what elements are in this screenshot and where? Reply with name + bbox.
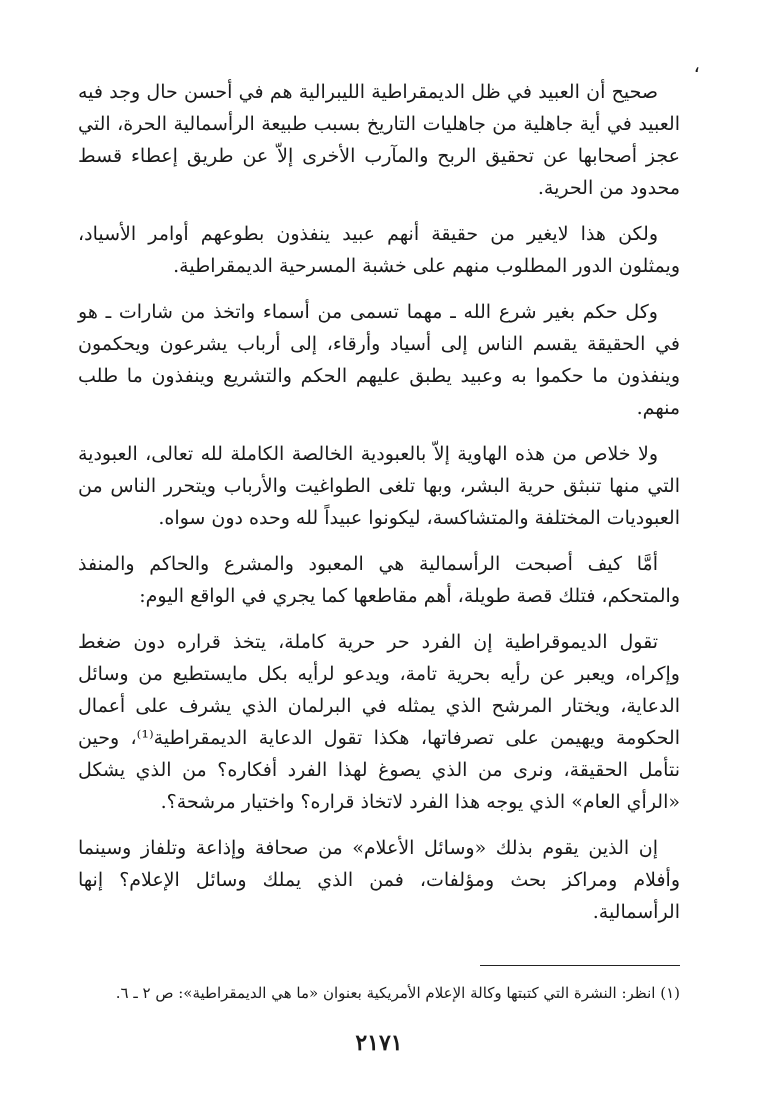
body-text bbox=[78, 76, 680, 942]
paragraph-4: ولا خلاص من هذه الهاوية إلاّ بالعبودية الخالصة الكاملة لله تعالى، العبودية التي منها تنبثق حرية البشر، وبها تلغى الطواغيت والأرباب ويتحرر الناس من العبوديات المختلفة والمتشاكسة، ليكونوا عبيداً لله وحده دون سواه. bbox=[78, 443, 680, 529]
top-mark: ، bbox=[693, 53, 700, 77]
paragraph-3: وكل حكم بغير شرع الله ـ مهما تسمى من أسماء واتخذ من شارات ـ هو في الحقيقة يقسم الناس إلى أسياد وأرقاء، إلى أرباب يشرعون ويحكمون وينفذون ما حكموا به وعبيد يطبق عليهم الحكم والتشريع وينفذون ما طلب منهم. bbox=[78, 301, 680, 419]
paragraph-7: إن الذين يقوم بذلك «وسائل الأعلام» من صحافة وإذاعة وتلفاز وسينما وأفلام ومراكز بحث ومؤلفات، فمن الذي يملك وسائل الإعلام؟ إنها الرأسمالية. bbox=[78, 837, 680, 923]
paragraph-5: أمَّا كيف أصبحت الرأسمالية هي المعبود والمشرع والحاكم والمنفذ والمتحكم، فتلك قصة طويلة، أهم مقاطعها كما يجري في الواقع اليوم: bbox=[78, 553, 680, 607]
document-page bbox=[78, 0, 700, 1111]
footnote: (١) انظر: النشرة التي كتبتها وكالة الإعلام الأمريكية بعنوان «ما هي الديمقراطية»: ص ٢ ـ ٦. bbox=[115, 984, 680, 1002]
footnote-divider bbox=[480, 965, 680, 966]
page-number: ٢١٧١ bbox=[355, 1030, 403, 1056]
paragraph-2: ولكن هذا لايغير من حقيقة أنهم عبيد ينفذون بطوعهم أوامر الأسياد، ويمثلون الدور المطلوب منهم على خشبة المسرحية الديمقراطية. bbox=[78, 223, 680, 277]
paragraph-6: تقول الديموقراطية إن الفرد حر حرية كاملة، يتخذ قراره دون ضغط وإكراه، ويعبر عن رأيه بحرية تامة، ويدعو لرأيه بكل مايستطيع من وسائل الدعاية، ويختار المرشح الذي يمثله في البرلمان الذي يشرف على أعمال الحكومة ويهيمن على تصرفاتها، هكذا تقول الدعاية الديمقراطية⁽¹⁾، وحين نتأمل الحقيقة، ونرى من الذي يصوغ لهذا الفرد أفكاره؟ من الذي يشكل «الرأي العام» الذي يوجه هذا الفرد لاتخاذ قراره؟ واختيار مرشحة؟. bbox=[78, 631, 680, 813]
paragraph-1: صحيح أن العبيد في ظل الديمقراطية الليبرالية هم في أحسن حال وجد فيه العبيد في أية جاهلية من جاهليات التاريخ بسبب طبيعة الرأسمالية الحرة، التي عجز أصحابها عن تحقيق الربح والمآرب الأخرى إلاّ عن طريق إعطاء قسط محدود من الحرية. bbox=[78, 81, 680, 199]
